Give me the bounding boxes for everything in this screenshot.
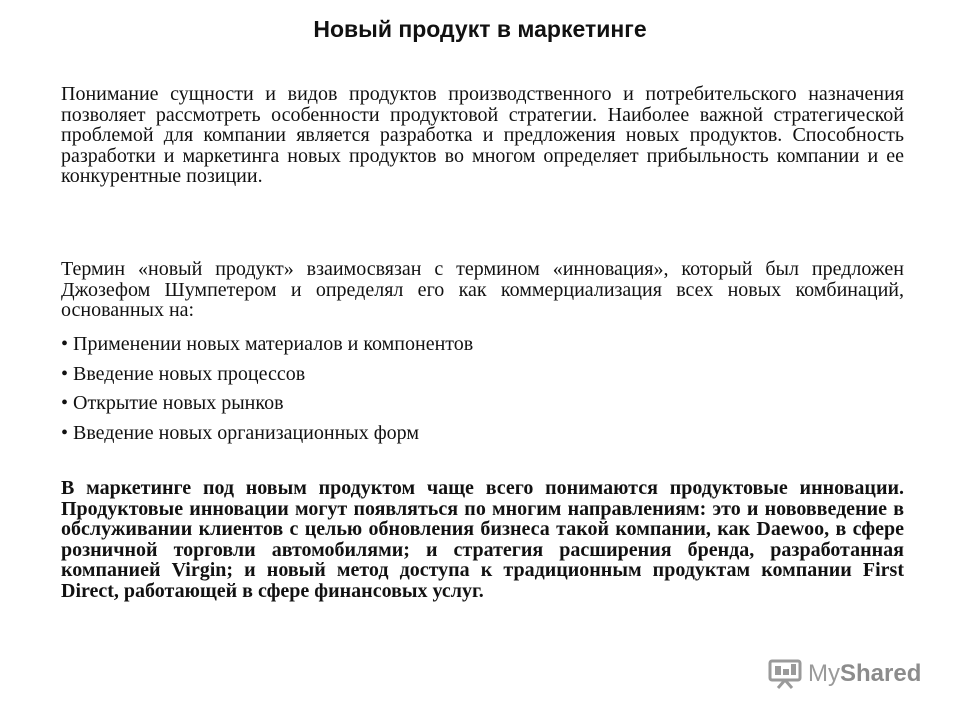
innovation-list <box>61 334 904 452</box>
paragraph-term-definition: Термин «новый продукт» взаимосвязан с термином «инновация», который был предложен Джозефом Шумпетером и определял его как коммерциализация всех новых комбинаций, основанных на: <box>61 258 904 321</box>
list-item: • Введение новых организационных форм <box>61 421 420 444</box>
myshared-watermark <box>768 658 921 690</box>
paragraph-product-innovations: В маркетинге под новым продуктом чаще всего понимаются продуктовые инновации. Продуктовые инновации могут появляться по многим направлениям: это и нововведение в обслуживании клиентов с целью обновления бизнеса такой компании, как Daewoo, в сфере розничной торговли автомобилями; и стратегия расширения бренда, разработанная компанией Virgin; и новый метод доступа к традиционным продуктам компании First Direct, работающей в сфере финансовых услуг. <box>61 477 904 602</box>
presentation-screen-icon <box>768 658 802 690</box>
list-item: • Применении новых материалов и компонентов <box>61 333 474 355</box>
watermark-label: MyShared <box>808 660 922 687</box>
paragraph-intro: Понимание сущности и видов продуктов производственного и потребительского назначения позволяет рассмотреть особенности продуктовой стратегии. Наиболее важной стратегической проблемой для компании является разработка и предложения новых продуктов. Способность разработки и маркетинга новых продуктов во многом определяет прибыльность компании и ее конкурентные позиции. <box>61 83 904 187</box>
list-item: • Открытие новых рынков <box>61 392 284 414</box>
slide-title: Новый продукт в маркетинге <box>313 16 647 42</box>
list-item: • Введение новых процессов <box>61 362 306 385</box>
